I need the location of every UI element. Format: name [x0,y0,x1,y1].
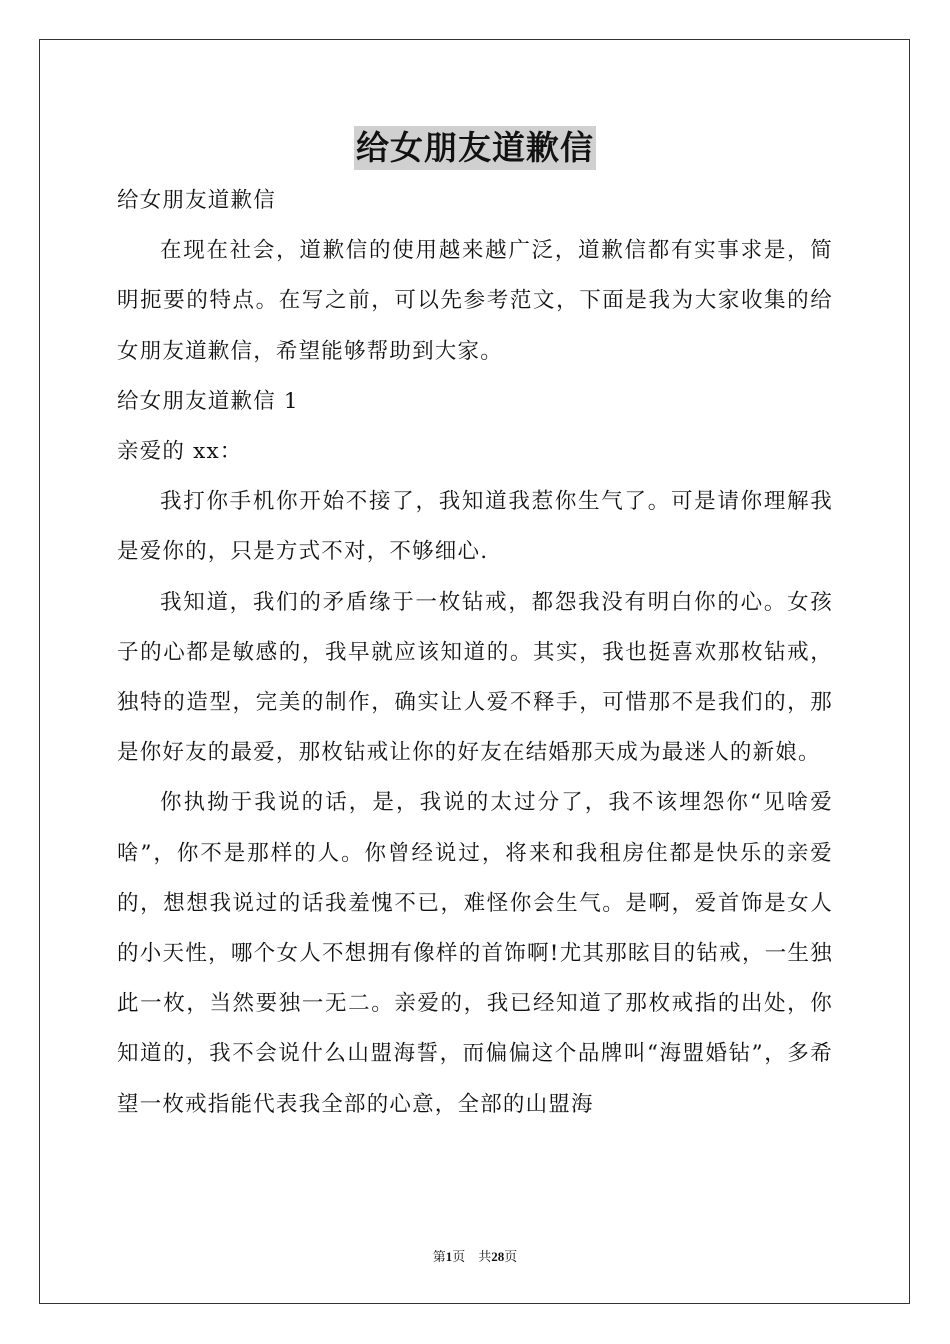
page-prefix: 第 [432,1249,446,1264]
paragraph: 在现在社会，道歉信的使用越来越广泛，道歉信都有实事求是，简明扼要的特点。在写之前，可以先参考范文，下面是我为大家收集的给女朋友道歉信，希望能够帮助到大家。 [117,238,833,364]
paragraph: 我打你手机你开始不接了，我知道我惹你生气了。可是请你理解我是爱你的，只是方式不对，不够细心. [117,489,833,565]
page-total: 28 [491,1249,505,1264]
page-suffix: 页 [504,1249,518,1264]
document-title: 给女朋友道歉信 [354,126,596,170]
paragraph: 给女朋友道歉信 [117,188,276,213]
document-body [117,176,833,1130]
paragraph: 亲爱的 xx： [117,439,243,465]
page-current: 1 [445,1249,453,1264]
paragraph: 给女朋友道歉信 1 [117,388,299,414]
title-container [0,126,950,170]
paragraph: 你执拗于我说的话，是，我说的太过分了，我不该埋怨你“见啥爱啥”，你不是那样的人。你曾经说过，将来和我租房住都是快乐的亲爱的，想想我说过的话我羞愧不已，难怪你会生气。是啊，爱首饰是女人的小天性，哪个女人不想拥有像样的首饰啊!尤其那眩目的钻戒，一生独此一枚，当然要独一无二。亲爱的，我已经知道了那枚戒指的出处，你知道的，我不会说什么山盟海誓，而偏偏这个品牌叫“海盟婚钻”，多希望一枚戒指能代表我全部的心意，全部的山盟海 [117,790,833,1117]
paragraph: 我知道，我们的矛盾缘于一枚钻戒，都怨我没有明白你的心。女孩子的心都是敏感的，我早就应该知道的。其实，我也挺喜欢那枚钻戒，独特的造型，完美的制作，确实让人爱不释手，可惜那不是我们的，那是你好友的最爱，那枚钻戒让你的好友在结婚那天成为最迷人的新娘。 [117,589,833,766]
page-mid: 页 共 [452,1249,492,1264]
page-footer [0,1246,950,1265]
